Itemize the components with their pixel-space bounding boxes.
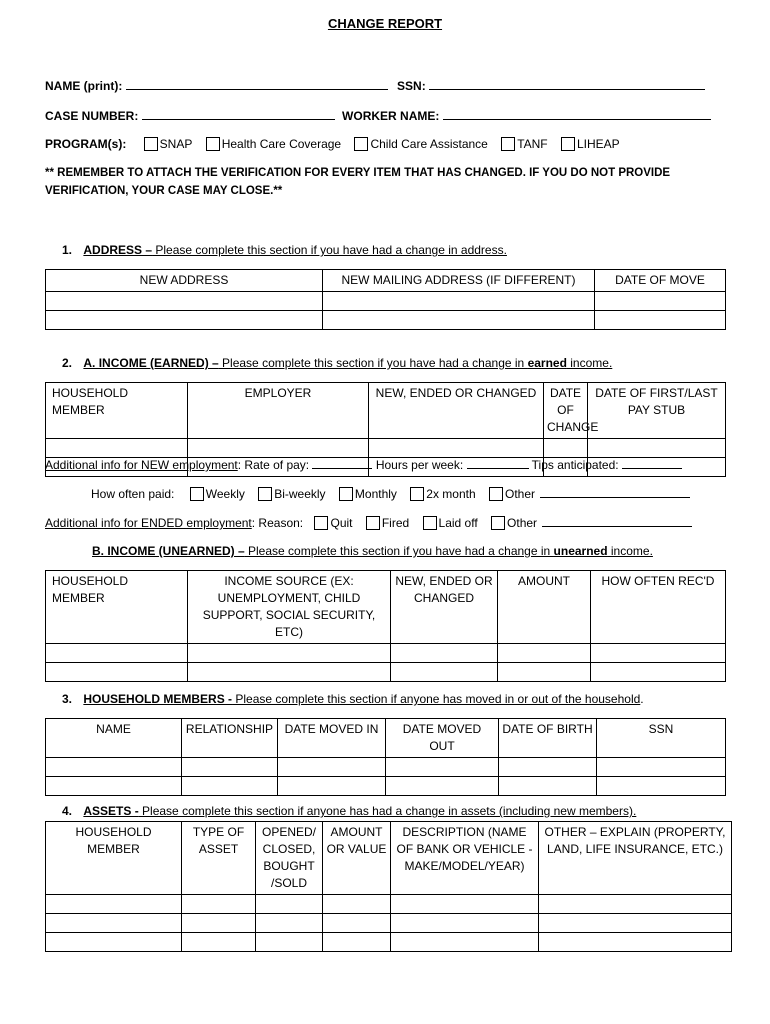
column-header: NEW, ENDED OR CHANGED [369, 383, 544, 439]
section-description: Please complete this section if anyone has moved in or out of the household [232, 692, 641, 706]
program-child-care[interactable] [354, 137, 487, 151]
worker-name-field[interactable] [443, 108, 711, 120]
rate-of-pay-label: : Rate of pay: [237, 458, 310, 472]
reason-laid-off[interactable] [423, 516, 478, 530]
reason-label: : Reason: [251, 516, 304, 530]
table-cell[interactable] [182, 895, 256, 914]
column-header: DATE OF CHANGE [544, 383, 588, 439]
other-frequency-field[interactable] [540, 486, 690, 498]
checkbox[interactable] [501, 137, 515, 151]
table-cell[interactable] [499, 777, 597, 796]
table-cell[interactable] [323, 895, 391, 914]
section-emphasis: earned [527, 356, 567, 370]
section-title: A. INCOME (EARNED) – [83, 356, 219, 370]
column-header: HOUSEHOLD MEMBER [46, 383, 188, 439]
section-title: HOUSEHOLD MEMBERS - [83, 692, 233, 706]
column-header: DATE OF MOVE [595, 270, 726, 292]
reason-fired[interactable] [366, 516, 409, 530]
table-cell[interactable] [323, 933, 391, 952]
name-field[interactable] [126, 78, 388, 90]
table-cell[interactable] [182, 777, 278, 796]
reason-other[interactable] [491, 516, 537, 530]
checkbox[interactable] [410, 487, 424, 501]
table-cell[interactable] [391, 933, 539, 952]
new-employment-label: Additional info for NEW employment [45, 458, 238, 472]
column-header: HOUSEHOLD MEMBER [46, 571, 188, 644]
ended-employment-row [45, 515, 692, 530]
table-cell[interactable] [588, 439, 726, 458]
table-row [46, 439, 726, 458]
table-cell[interactable] [595, 292, 726, 311]
section-2a-heading [62, 356, 612, 370]
table-cell[interactable] [539, 914, 732, 933]
household-members-table [45, 718, 726, 796]
table-cell[interactable] [46, 914, 182, 933]
reminder-line-2: VERIFICATION, YOUR CASE MAY CLOSE.** [45, 185, 283, 197]
reason-quit[interactable] [314, 516, 352, 530]
option-label: Laid off [438, 516, 478, 530]
checkbox[interactable] [366, 516, 380, 530]
checkbox[interactable] [258, 487, 272, 501]
option-monthly[interactable] [339, 487, 397, 501]
checkbox[interactable] [489, 487, 503, 501]
table-cell[interactable] [182, 914, 256, 933]
table-cell[interactable] [323, 311, 595, 330]
section-title: ASSETS - [83, 804, 139, 818]
option-label: Other [504, 487, 535, 501]
section-emphasis: unearned [553, 544, 608, 558]
programs-row [45, 137, 630, 151]
column-header: DATE OF FIRST/LAST PAY STUB [588, 383, 726, 439]
table-cell[interactable] [46, 663, 188, 682]
case-row [45, 108, 711, 123]
column-header: SSN [597, 719, 726, 758]
hours-per-week-field[interactable] [467, 457, 529, 469]
table-cell[interactable] [188, 663, 391, 682]
program-label: TANF [517, 137, 548, 151]
column-header: DATE MOVED OUT [386, 719, 499, 758]
option-other[interactable] [489, 487, 535, 501]
table-cell[interactable] [369, 439, 544, 458]
section-4-heading [62, 804, 636, 818]
table-cell[interactable] [595, 311, 726, 330]
option-label: Weekly [205, 487, 245, 501]
table-row [46, 292, 726, 311]
new-employment-row [45, 457, 682, 472]
section-number: 2. [62, 356, 73, 370]
table-cell[interactable] [391, 895, 539, 914]
column-header: AMOUNT OR VALUE [323, 822, 391, 895]
column-header: NEW, ENDED OR CHANGED [391, 571, 498, 644]
table-row [46, 663, 726, 682]
table-cell[interactable] [597, 758, 726, 777]
checkbox[interactable] [144, 137, 158, 151]
table-row [46, 644, 726, 663]
case-number-field[interactable] [142, 108, 335, 120]
table-cell[interactable] [256, 933, 323, 952]
assets-table [45, 821, 732, 952]
table-cell[interactable] [323, 292, 595, 311]
option-label: Monthly [354, 487, 397, 501]
section-description: Please complete this section if you have had a change in [218, 356, 528, 370]
section-number: 1. [62, 243, 73, 257]
section-number: 4. [62, 804, 73, 818]
table-cell[interactable] [46, 439, 188, 458]
section-description-end: income. [607, 544, 653, 558]
section-description: Please complete this section if anyone has had a change in assets (including new members). [138, 804, 637, 818]
section-description-end: income. [566, 356, 613, 370]
column-header: DESCRIPTION (NAME OF BANK OR VEHICLE - MAKE/MODEL/YEAR) [391, 822, 539, 895]
table-cell[interactable] [539, 895, 732, 914]
ended-employment-label: Additional info for ENDED employment [45, 516, 252, 530]
option-label: Quit [330, 516, 353, 530]
checkbox[interactable] [491, 516, 505, 530]
table-cell[interactable] [591, 644, 726, 663]
checkbox[interactable] [314, 516, 328, 530]
column-header: HOW OFTEN REC'D [591, 571, 726, 644]
how-often-paid-row [91, 486, 690, 501]
table-cell[interactable] [597, 777, 726, 796]
table-cell[interactable] [498, 644, 591, 663]
table-row [46, 933, 732, 952]
checkbox[interactable] [339, 487, 353, 501]
program-label: LIHEAP [576, 137, 620, 151]
section-description: Please complete this section if you have had a change in [244, 544, 554, 558]
column-header: NAME [46, 719, 182, 758]
table-cell[interactable] [46, 777, 182, 796]
program-label: SNAP [159, 137, 193, 151]
section-description: Please complete this section if you have had a change in address. [152, 243, 507, 257]
option-label: Other [507, 516, 538, 530]
programs-label: PROGRAM(s): [45, 137, 127, 151]
program-label: Child Care Assistance [370, 137, 488, 151]
program-label: Health Care Coverage [221, 137, 342, 151]
name-row [45, 78, 705, 93]
case-number-label: CASE NUMBER: [45, 109, 139, 123]
rate-of-pay-field[interactable] [312, 457, 372, 469]
option-bi-weekly[interactable] [258, 487, 325, 501]
table-cell[interactable] [591, 663, 726, 682]
table-cell[interactable] [46, 311, 323, 330]
program-health-care[interactable] [206, 137, 341, 151]
column-header: INCOME SOURCE (EX: UNEMPLOYMENT, CHILD SUPPORT, SOCIAL SECURITY, ETC) [188, 571, 391, 644]
table-row [46, 758, 726, 777]
table-cell[interactable] [391, 914, 539, 933]
table-cell[interactable] [46, 644, 188, 663]
column-header: RELATIONSHIP [182, 719, 278, 758]
program-tanf[interactable] [501, 137, 547, 151]
program-snap[interactable] [144, 137, 193, 151]
section-number: 3. [62, 692, 73, 706]
table-cell[interactable] [182, 933, 256, 952]
section-1-heading [62, 243, 507, 257]
table-cell[interactable] [182, 758, 278, 777]
table-cell[interactable] [46, 933, 182, 952]
table-cell[interactable] [544, 439, 588, 458]
option-label: 2x month [426, 487, 476, 501]
table-cell[interactable] [278, 758, 386, 777]
hours-per-week-label: Hours per week: [375, 458, 464, 472]
column-header: OTHER – EXPLAIN (PROPERTY, LAND, LIFE INSURANCE, ETC.) [539, 822, 732, 895]
address-table [45, 269, 726, 330]
table-cell[interactable] [188, 439, 369, 458]
table-cell[interactable] [278, 777, 386, 796]
table-cell[interactable] [386, 758, 499, 777]
column-header: HOUSEHOLD MEMBER [46, 822, 182, 895]
ssn-label: SSN: [397, 79, 426, 93]
section-3-heading: 3. HOUSEHOLD MEMBERS - Please complete this section if anyone has moved in or out of the household. [62, 692, 644, 706]
form-title: CHANGE REPORT [327, 16, 443, 31]
table-cell[interactable] [386, 777, 499, 796]
how-often-paid-label: How often paid: [91, 487, 175, 501]
column-header: NEW MAILING ADDRESS (IF DIFFERENT) [323, 270, 595, 292]
worker-name-label: WORKER NAME: [342, 109, 440, 123]
name-label: NAME (print): [45, 79, 123, 93]
table-cell[interactable] [46, 895, 182, 914]
table-row [46, 311, 726, 330]
checkbox[interactable] [561, 137, 575, 151]
column-header: DATE OF BIRTH [499, 719, 597, 758]
unearned-income-table [45, 570, 726, 682]
option-2x-month[interactable] [410, 487, 475, 501]
column-header: TYPE OF ASSET [182, 822, 256, 895]
table-cell[interactable] [499, 758, 597, 777]
table-cell[interactable] [391, 663, 498, 682]
column-header: NEW ADDRESS [46, 270, 323, 292]
table-row [46, 777, 726, 796]
option-weekly[interactable] [190, 487, 245, 501]
table-cell[interactable] [256, 914, 323, 933]
column-header: EMPLOYER [188, 383, 369, 439]
program-liheap[interactable] [561, 137, 620, 151]
table-cell[interactable] [256, 895, 323, 914]
tips-anticipated-field[interactable] [622, 457, 682, 469]
section-title: ADDRESS – [83, 243, 153, 257]
table-cell[interactable] [46, 758, 182, 777]
table-cell[interactable] [498, 663, 591, 682]
reminder-line-1: ** REMEMBER TO ATTACH THE VERIFICATION FOR EVERY ITEM THAT HAS CHANGED. IF YOU DO NOT PROVIDE [45, 167, 671, 179]
checkbox[interactable] [423, 516, 437, 530]
table-cell[interactable] [539, 933, 732, 952]
table-cell[interactable] [188, 644, 391, 663]
checkbox[interactable] [206, 137, 220, 151]
column-header: OPENED/ CLOSED, BOUGHT /SOLD [256, 822, 323, 895]
tips-anticipated-label: Tips anticipated: [531, 458, 619, 472]
column-header: AMOUNT [498, 571, 591, 644]
table-cell[interactable] [391, 644, 498, 663]
table-row [46, 895, 732, 914]
table-cell[interactable] [46, 292, 323, 311]
table-cell[interactable] [323, 914, 391, 933]
option-label: Bi-weekly [274, 487, 326, 501]
column-header: DATE MOVED IN [278, 719, 386, 758]
option-label: Fired [381, 516, 410, 530]
checkbox[interactable] [190, 487, 204, 501]
table-row [46, 914, 732, 933]
section-2b-heading [92, 544, 653, 558]
section-title: B. INCOME (UNEARNED) – [92, 544, 245, 558]
checkbox[interactable] [354, 137, 368, 151]
ssn-field[interactable] [429, 78, 705, 90]
other-reason-field[interactable] [542, 515, 692, 527]
